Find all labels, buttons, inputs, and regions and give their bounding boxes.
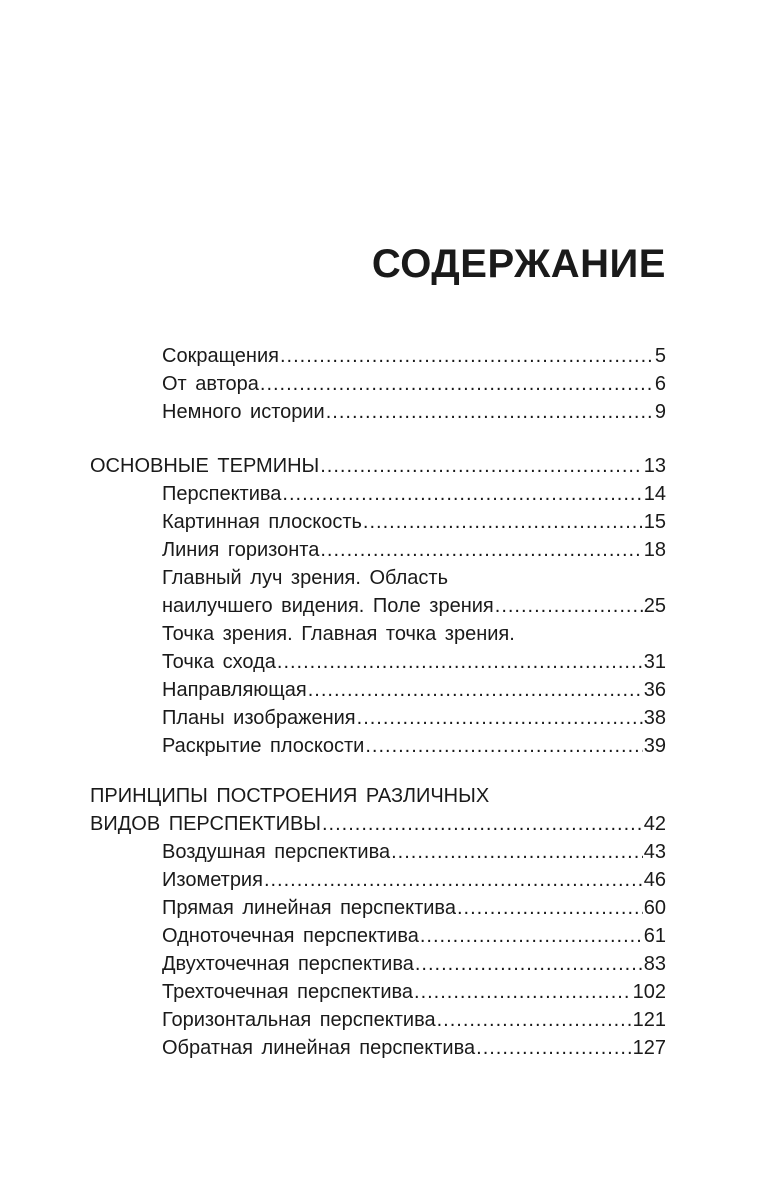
toc-leader-dots [322, 810, 643, 838]
toc-entry [162, 1034, 666, 1062]
toc-leader-dots [365, 732, 642, 760]
toc-entry-label: Двухточечная перспектива [162, 953, 414, 975]
toc-entry-label: Обратная линейная перспектива [162, 1037, 476, 1059]
page-title: СОДЕРЖАНИЕ [371, 242, 666, 286]
toc-entry [162, 508, 666, 536]
toc-leader-dots [414, 978, 632, 1006]
toc-entry-label: Горизонтальная перспектива [162, 1009, 436, 1031]
toc-entry-label: Картинная плоскость [162, 511, 362, 533]
toc-entry-label: Воздушная перспектива [162, 841, 391, 863]
toc-leader-dots [391, 838, 643, 866]
toc-entry [162, 838, 666, 866]
toc-entry [162, 342, 666, 370]
toc-leader-dots [264, 866, 643, 894]
toc-leader-dots [420, 922, 643, 950]
toc-entry-label: Немного истории [162, 401, 325, 423]
toc-entry [162, 620, 666, 648]
toc-entry-page: 15 [643, 511, 666, 533]
toc-entry-page: 102 [632, 981, 666, 1003]
toc-entry [162, 950, 666, 978]
toc-entry [162, 480, 666, 508]
toc-entry [162, 704, 666, 732]
toc-entry-label: Одноточечная перспектива [162, 925, 419, 947]
toc-entry-label: Раскрытие плоскости [162, 735, 365, 757]
toc-entry [162, 732, 666, 760]
toc-entry-page: 5 [654, 345, 666, 367]
toc-entry-label: Перспектива [162, 483, 282, 505]
toc-leader-dots [495, 592, 643, 620]
toc-entry-page: 60 [643, 897, 666, 919]
toc-entry [162, 564, 666, 592]
toc-entry-page: 38 [643, 707, 666, 729]
toc-leader-dots [282, 480, 642, 508]
toc-entry [162, 978, 666, 1006]
toc-entry [162, 536, 666, 564]
toc-leader-dots [260, 370, 654, 398]
toc-entry-label: Сокращения [162, 345, 279, 367]
toc-entry [162, 866, 666, 894]
toc-entry [162, 398, 666, 426]
toc-entry-page: 127 [632, 1037, 666, 1059]
toc-entry-label: Трехточечная перспектива [162, 981, 414, 1003]
toc-leader-dots [437, 1006, 632, 1034]
toc-entry [162, 648, 666, 676]
toc-section-entry [90, 452, 666, 480]
toc-leader-dots [308, 676, 643, 704]
toc-entry-page: 42 [643, 813, 666, 835]
toc-entry-label: Главный луч зрения. Область [162, 567, 448, 589]
toc-entry-page: 18 [643, 539, 666, 561]
toc-entry-page: 121 [632, 1009, 666, 1031]
toc-entry-page: 9 [654, 401, 666, 423]
toc-entry-label: Направляющая [162, 679, 307, 701]
toc-section-label: ОСНОВНЫЕ ТЕРМИНЫ [90, 455, 320, 477]
toc-leader-dots [457, 894, 643, 922]
toc-entry-page: 13 [643, 455, 666, 477]
toc-section-entry [90, 782, 666, 810]
toc-entry [162, 922, 666, 950]
toc-section-label: ВИДОВ ПЕРСПЕКТИВЫ [90, 813, 321, 835]
toc-entry-label: Планы изображения [162, 707, 356, 729]
toc-entry-label: Точка зрения. Главная точка зрения. [162, 623, 515, 645]
toc-section-label: ПРИНЦИПЫ ПОСТРОЕНИЯ РАЗЛИЧНЫХ [90, 785, 490, 807]
toc-entry-label: Точка схода [162, 651, 276, 673]
toc-entry-label: От автора [162, 373, 259, 395]
toc-leader-dots [357, 704, 643, 732]
toc-entry-page: 36 [643, 679, 666, 701]
toc-section-entry [90, 810, 666, 838]
toc-entry [162, 676, 666, 704]
toc-leader-dots [320, 536, 642, 564]
toc-entry-label: Изометрия [162, 869, 263, 891]
toc-leader-dots [280, 342, 654, 370]
toc-entry-page: 14 [643, 483, 666, 505]
toc-entry-page: 39 [643, 735, 666, 757]
toc-leader-dots [476, 1034, 631, 1062]
toc-entry [162, 592, 666, 620]
toc-entry-page: 31 [643, 651, 666, 673]
toc-entry-page: 25 [643, 595, 666, 617]
toc-leader-dots [326, 398, 654, 426]
toc-entry-page: 43 [643, 841, 666, 863]
toc-leader-dots [277, 648, 643, 676]
toc-leader-dots [415, 950, 643, 978]
toc-entry [162, 894, 666, 922]
toc-entry-label: Прямая линейная перспектива [162, 897, 456, 919]
toc-entry [162, 370, 666, 398]
toc-leader-dots [363, 508, 643, 536]
toc-entry-page: 83 [643, 953, 666, 975]
toc-entry-page: 61 [643, 925, 666, 947]
toc-entry-page: 6 [654, 373, 666, 395]
toc-entry [162, 1006, 666, 1034]
toc-leader-dots [320, 452, 643, 480]
toc-entry-label: наилучшего видения. Поле зрения [162, 595, 494, 617]
toc-entry-label: Линия горизонта [162, 539, 320, 561]
toc-entry-page: 46 [643, 869, 666, 891]
